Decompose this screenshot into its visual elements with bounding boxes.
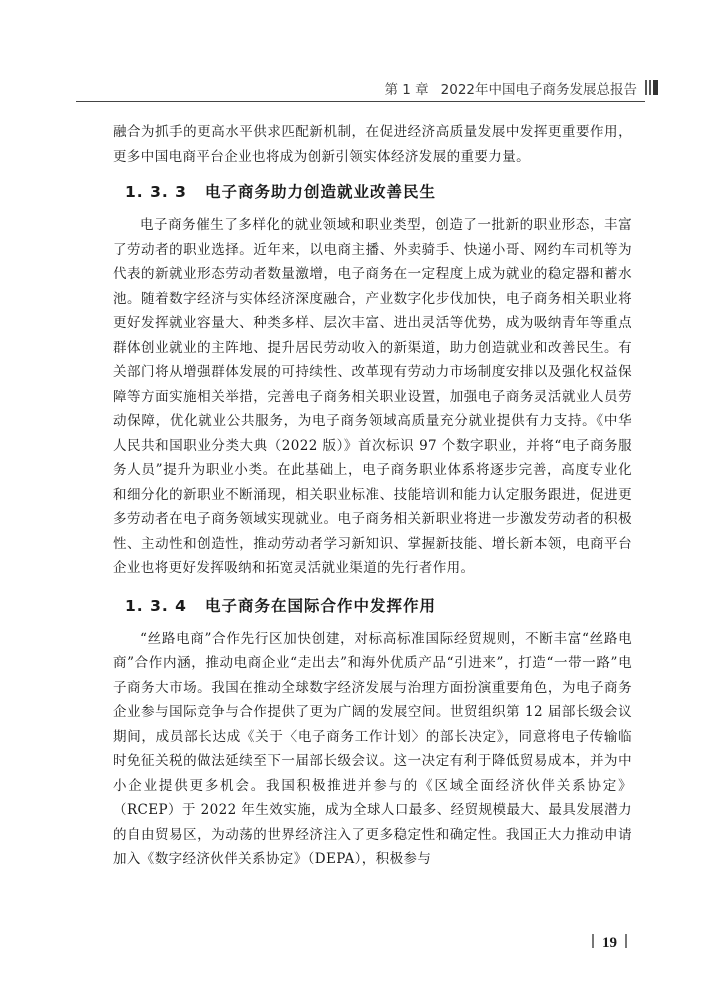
page-body bbox=[113, 120, 632, 872]
page-number: 19 bbox=[602, 935, 617, 951]
section-title: 电子商务在国际合作中发挥作用 bbox=[204, 596, 436, 615]
running-header bbox=[384, 78, 637, 98]
header-rule bbox=[76, 101, 645, 102]
footer-separator bbox=[592, 934, 594, 948]
paragraph-international: “丝路电商”合作先行区加快创建，对标高标准国际经贸规则，不断丰富“丝路电商”合作内涵，推动电商企业“走出去”和海外优质产品“引进来”，打造“一带一路”电子商务大市场。我国在推动全球数字经济发展与治理方面扮演重要角色，为电子商务企业参与国际竞争与合作提供了更为广阔的发展空间。世贸组织第 12 届部长级会议期间，成员部长达成《关于〈电子商务工作计划〉的部长决定》，同意将电子传输临时免征关税的做法延续至下一届部长级会议。这一决定有利于降低贸易成本，并为中小企业提供更多机会。我国积极推进并参与的《区域全面经济伙伴关系协定》（RCEP）于 2022 年生效实施，成为全球人口最多、经贸规模最大、最具发展潜力的自由贸易区，为动荡的世界经济注入了更多稳定性和确定性。我国正大力推动申请加入《数字经济伙伴关系协定》（DEPA），积极参与 bbox=[113, 630, 632, 867]
section-number: 1. 3. 3 bbox=[125, 183, 187, 201]
section-heading-1-3-4 bbox=[125, 593, 632, 619]
paragraph-continued: 融合为抓手的更高水平供求匹配新机制，在促进经济高质量发展中发挥更重要作用，更多中国电商平台企业也将成为创新引领实体经济发展的重要力量。 bbox=[113, 124, 632, 165]
section-title: 电子商务助力创造就业改善民生 bbox=[204, 183, 436, 201]
report-title: 2022年中国电子商务发展总报告 bbox=[440, 82, 637, 98]
paragraph-employment: 电子商务催生了多样化的就业领域和职业类型，创造了一批新的职业形态，丰富了劳动者的职业选择。近年来，以电商主播、外卖骑手、快递小哥、网约车司机等为代表的新就业形态劳动者数量激增，电子商务在一定程度上成为就业的稳定器和蓄水池。随着数字经济与实体经济深度融合，产业数字化步伐加快，电子商务相关职业将更好发挥就业容量大、种类多样、层次丰富、进出灵活等优势，成为吸纳青年等重点群体创业就业的主阵地、提升居民劳动收入的新渠道，助力创造就业和改善民生。有关部门将从增强群体发展的可持续性、改革现有劳动力市场制度安排以及强化权益保障等方面实施相关举措，完善电子商务相关职业设置，加强电子商务灵活就业人员劳动保障，优化就业公共服务，为电子商务领域高质量充分就业提供有力支持。《中华人民共和国职业分类大典（2022 版）》首次标识 97 个数字职业，并将“电子商务服务人员”提升为职业小类。在此基础上，电子商务职业体系将逐步完善，高度专业化和细分化的新职业不断涌现，相关职业标准、技能培训和能力认定服务跟进，促进更多劳动者在电子商务领域实现就业。电子商务相关新职业将进一步激发劳动者的积极性、主动性和创造性，推动劳动者学习新知识、掌握新技能、增长新本领，电商平台企业也将更好发挥吸纳和拓宽灵活就业渠道的先行者作用。 bbox=[113, 217, 632, 576]
footer-separator bbox=[625, 934, 627, 948]
section-number: 1. 3. 4 bbox=[125, 596, 187, 615]
chapter-label: 第 1 章 bbox=[384, 82, 429, 98]
header-bars-decoration bbox=[645, 79, 660, 95]
page-footer bbox=[584, 934, 635, 952]
section-heading-1-3-3 bbox=[125, 179, 632, 205]
